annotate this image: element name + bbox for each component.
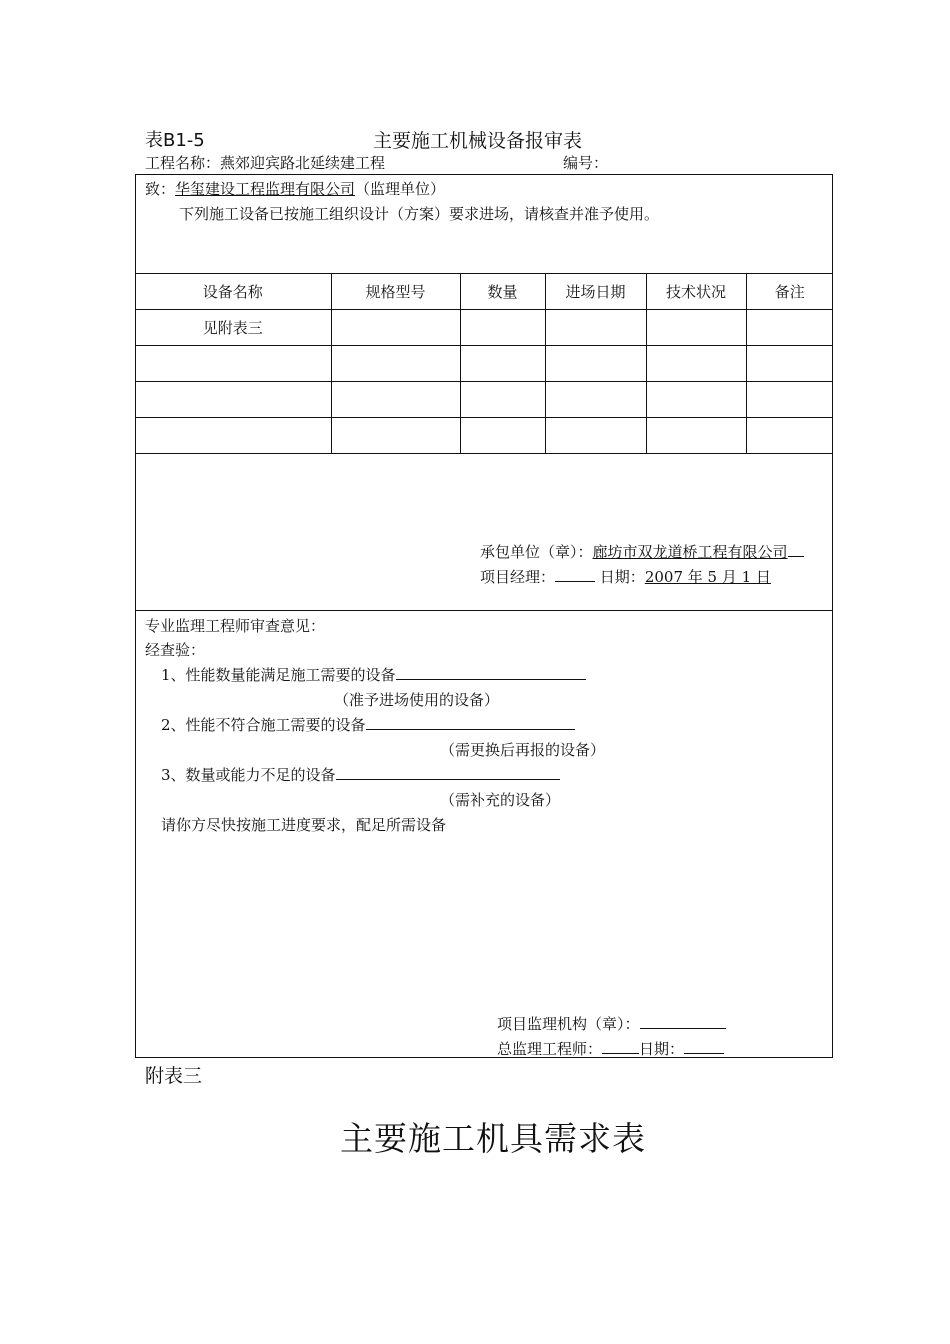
table-cell [646, 418, 746, 454]
table-cell: 见附表三 [135, 310, 331, 346]
review-item-2-note: （需更换后再报的设备） [440, 741, 606, 759]
header-cell: 设备名称 [135, 274, 331, 310]
header-cell: 规格型号 [331, 274, 460, 310]
table-row [135, 418, 833, 454]
supervision-date-line [684, 1039, 724, 1054]
table-cell [646, 310, 746, 346]
table-cell [746, 382, 833, 418]
table-cell [460, 418, 545, 454]
supervision-org-line [640, 1014, 726, 1029]
chief-label: 总监理工程师： [497, 1040, 603, 1058]
project-line [145, 152, 385, 173]
table-cell [331, 382, 460, 418]
review-instruction: 请你方尽快按施工进度要求，配足所需设备 [161, 816, 447, 834]
section-divider [135, 610, 833, 611]
review-item-3 [161, 764, 560, 785]
contractor-unit [480, 541, 804, 562]
table-cell [331, 346, 460, 382]
contractor-date-label: 日期： [599, 568, 645, 586]
table-cell [135, 382, 331, 418]
review-item-3-note: （需补充的设备） [440, 791, 561, 809]
review-checked: 经查验： [145, 641, 206, 659]
appendix-title: 主要施工机具需求表 [340, 1119, 646, 1158]
header-cell: 进场日期 [545, 274, 646, 310]
form-title: 主要施工机械设备报审表 [373, 130, 583, 152]
manager-label: 项目经理： [480, 568, 556, 586]
contractor-manager [480, 566, 771, 587]
appendix-label: 附表三 [145, 1065, 203, 1087]
review-heading: 专业监理工程师审查意见： [145, 617, 326, 635]
contractor-unit-label: 承包单位（章）： [480, 543, 593, 561]
to-suffix: （监理单位） [355, 180, 446, 198]
table-cell [545, 346, 646, 382]
to-unit: 华玺建设工程监理有限公司 [175, 180, 356, 198]
contractor-unit-name: 廊坊市双龙道桥工程有限公司 [592, 543, 788, 561]
header-cell: 备注 [746, 274, 833, 310]
table-cell [746, 310, 833, 346]
review-item-1-line [396, 665, 586, 680]
table-row [135, 382, 833, 418]
addressee [145, 178, 445, 199]
form-code: 表B1-5 [145, 130, 205, 151]
table-cell [331, 418, 460, 454]
contractor-date-value: 2007 年 5 月 1 日 [644, 568, 771, 586]
review-item-1 [161, 664, 586, 685]
manager-signature-line [555, 567, 595, 582]
table-cell [460, 346, 545, 382]
supervision-org-label: 项目监理机构（章）： [497, 1015, 640, 1033]
number-label: 编号： [563, 154, 609, 172]
table-cell [545, 418, 646, 454]
review-item-2-text: 2、性能不符合施工需要的设备 [161, 716, 366, 734]
intro-text: 下列施工设备已按施工组织设计（方案）要求进场，请核查并准予使用。 [179, 205, 660, 223]
header-cell: 技术状况 [646, 274, 746, 310]
chief-signature-line [602, 1039, 639, 1054]
equipment-table [135, 273, 833, 454]
table-cell [646, 382, 746, 418]
review-item-1-text: 1、性能数量能满足施工需要的设备 [161, 666, 396, 684]
supervision-org [497, 1013, 726, 1034]
table-cell [135, 346, 331, 382]
table-row [135, 346, 833, 382]
table-cell [545, 382, 646, 418]
table-cell [135, 418, 331, 454]
table-cell [545, 310, 646, 346]
table-cell [460, 382, 545, 418]
table-cell [646, 346, 746, 382]
table-cell [331, 310, 460, 346]
supervision-chief [497, 1038, 724, 1059]
table-cell [746, 418, 833, 454]
table-cell [460, 310, 545, 346]
table-header-row [135, 274, 833, 310]
review-item-2-line [366, 715, 575, 730]
table-cell [746, 346, 833, 382]
contractor-unit-tail-line [788, 542, 804, 557]
table-row [135, 310, 833, 346]
header-cell: 数量 [460, 274, 545, 310]
review-item-3-line [336, 765, 560, 780]
supervision-date-label: 日期： [639, 1040, 685, 1058]
review-item-2 [161, 714, 575, 735]
review-item-3-text: 3、数量或能力不足的设备 [161, 766, 336, 784]
project-label: 工程名称： [145, 154, 221, 172]
to-label: 致： [145, 180, 176, 198]
project-name: 燕郊迎宾路北延续建工程 [220, 154, 386, 172]
review-item-1-note: （准予进场使用的设备） [334, 691, 500, 709]
